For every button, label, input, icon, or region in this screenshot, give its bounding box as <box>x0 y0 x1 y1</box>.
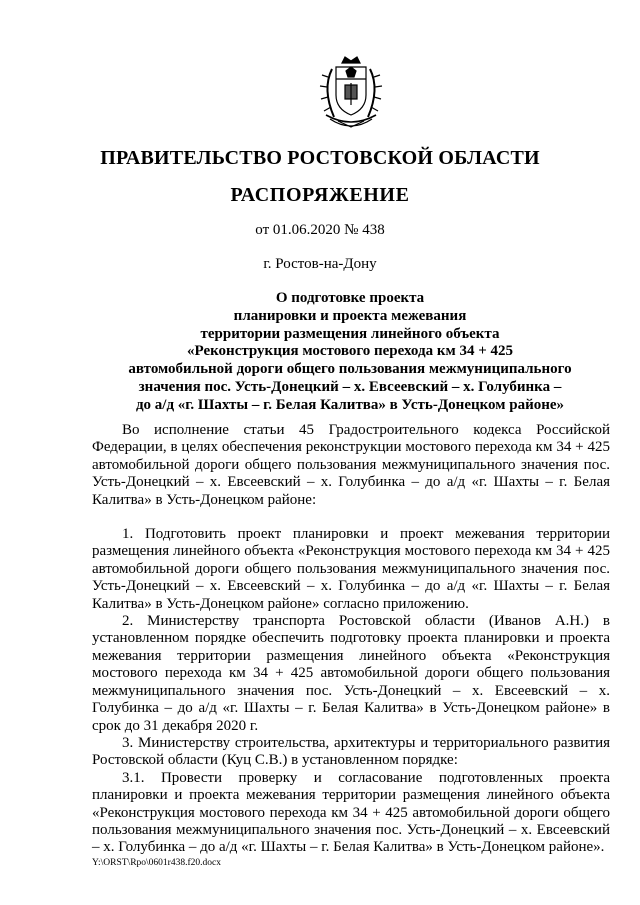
subject-line: планировки и проекта межевания <box>233 307 467 324</box>
subject-line: значения пос. Усть-Донецкий – х. Евсеевский – х. Голубинка – <box>138 378 562 395</box>
file-path-footer: Y:\ORST\Rpo\0601r438.f20.docx <box>92 858 221 868</box>
city-line: г. Ростов-на-Дону <box>263 256 377 272</box>
subject-line: территории размещения линейного объекта <box>200 325 500 342</box>
preamble-paragraph: Во исполнение статьи 45 Градостроительного кодекса Российской Федерации, в целях обеспечения реконструкции мостового перехода км 34 + 425 автомобильной дороги общего пользования межмуниципального значения пос. Усть-Донецкий – х. Евсеевский – х. Голубинка – до а/д «г. Шахты – г. Белая Калитва» в Усть-Донецком районе: <box>92 422 610 508</box>
item-3-paragraph: 3. Министерству строительства, архитектуры и территориального развития Ростовской области (Куц С.В.) в установленном порядке: <box>92 734 610 769</box>
document-body <box>92 422 610 857</box>
coat-of-arms-emblem <box>318 55 384 133</box>
subject-line: «Реконструкция мостового перехода км 34 + 425 <box>186 343 513 360</box>
document-subject <box>60 290 640 415</box>
subject-line: автомобильной дороги общего пользования межмуниципального <box>128 361 572 378</box>
item-2-paragraph: 2. Министерству транспорта Ростовской области (Иванов А.Н.) в установленном порядке обеспечить подготовку проекта планировки и проекта межевания территории размещения линейного объекта «Реконструкция мостового перехода км 34 + 425 автомобильной дороги общего пользования межмуниципального значения пос. Усть-Донецкий – х. Евсеевский – х. Голубинка – до а/д «г. Шахты – г. Белая Калитва» в Усть-Донецком районе» в срок до 31 декабря 2020 г. <box>92 613 610 734</box>
item-3-1-paragraph: 3.1. Провести проверку и согласование подготовленных проекта планировки и проекта межевания территории размещения линейного объекта «Реконструкция мостового перехода км 34 + 425 автомобильной дороги общего пользования межмуниципального значения пос. Усть-Донецкий – х. Евсеевский – х. Голубинка – до а/д «г. Шахты – г. Белая Калитва» в Усть-Донецком районе». <box>92 769 610 856</box>
subject-line: до а/д «г. Шахты – г. Белая Калитва» в Усть-Донецком районе» <box>135 396 565 413</box>
date-number-line: от 01.06.2020 № 438 <box>255 222 385 238</box>
item-1-paragraph: 1. Подготовить проект планировки и проект межевания территории размещения линейного объекта «Реконструкция мостового перехода км 34 + 425 автомобильной дороги общего пользования межмуниципального значения пос. Усть-Донецкий – х. Евсеевский – х. Голубинка – до а/д «г. Шахты – г. Белая Калитва» в Усть-Донецком районе» согласно приложению. <box>92 526 610 612</box>
document-type-title: РАСПОРЯЖЕНИЕ <box>230 184 410 206</box>
subject-line: О подготовке проекта <box>275 290 425 306</box>
organization-title: ПРАВИТЕЛЬСТВО РОСТОВСКОЙ ОБЛАСТИ <box>100 147 540 169</box>
